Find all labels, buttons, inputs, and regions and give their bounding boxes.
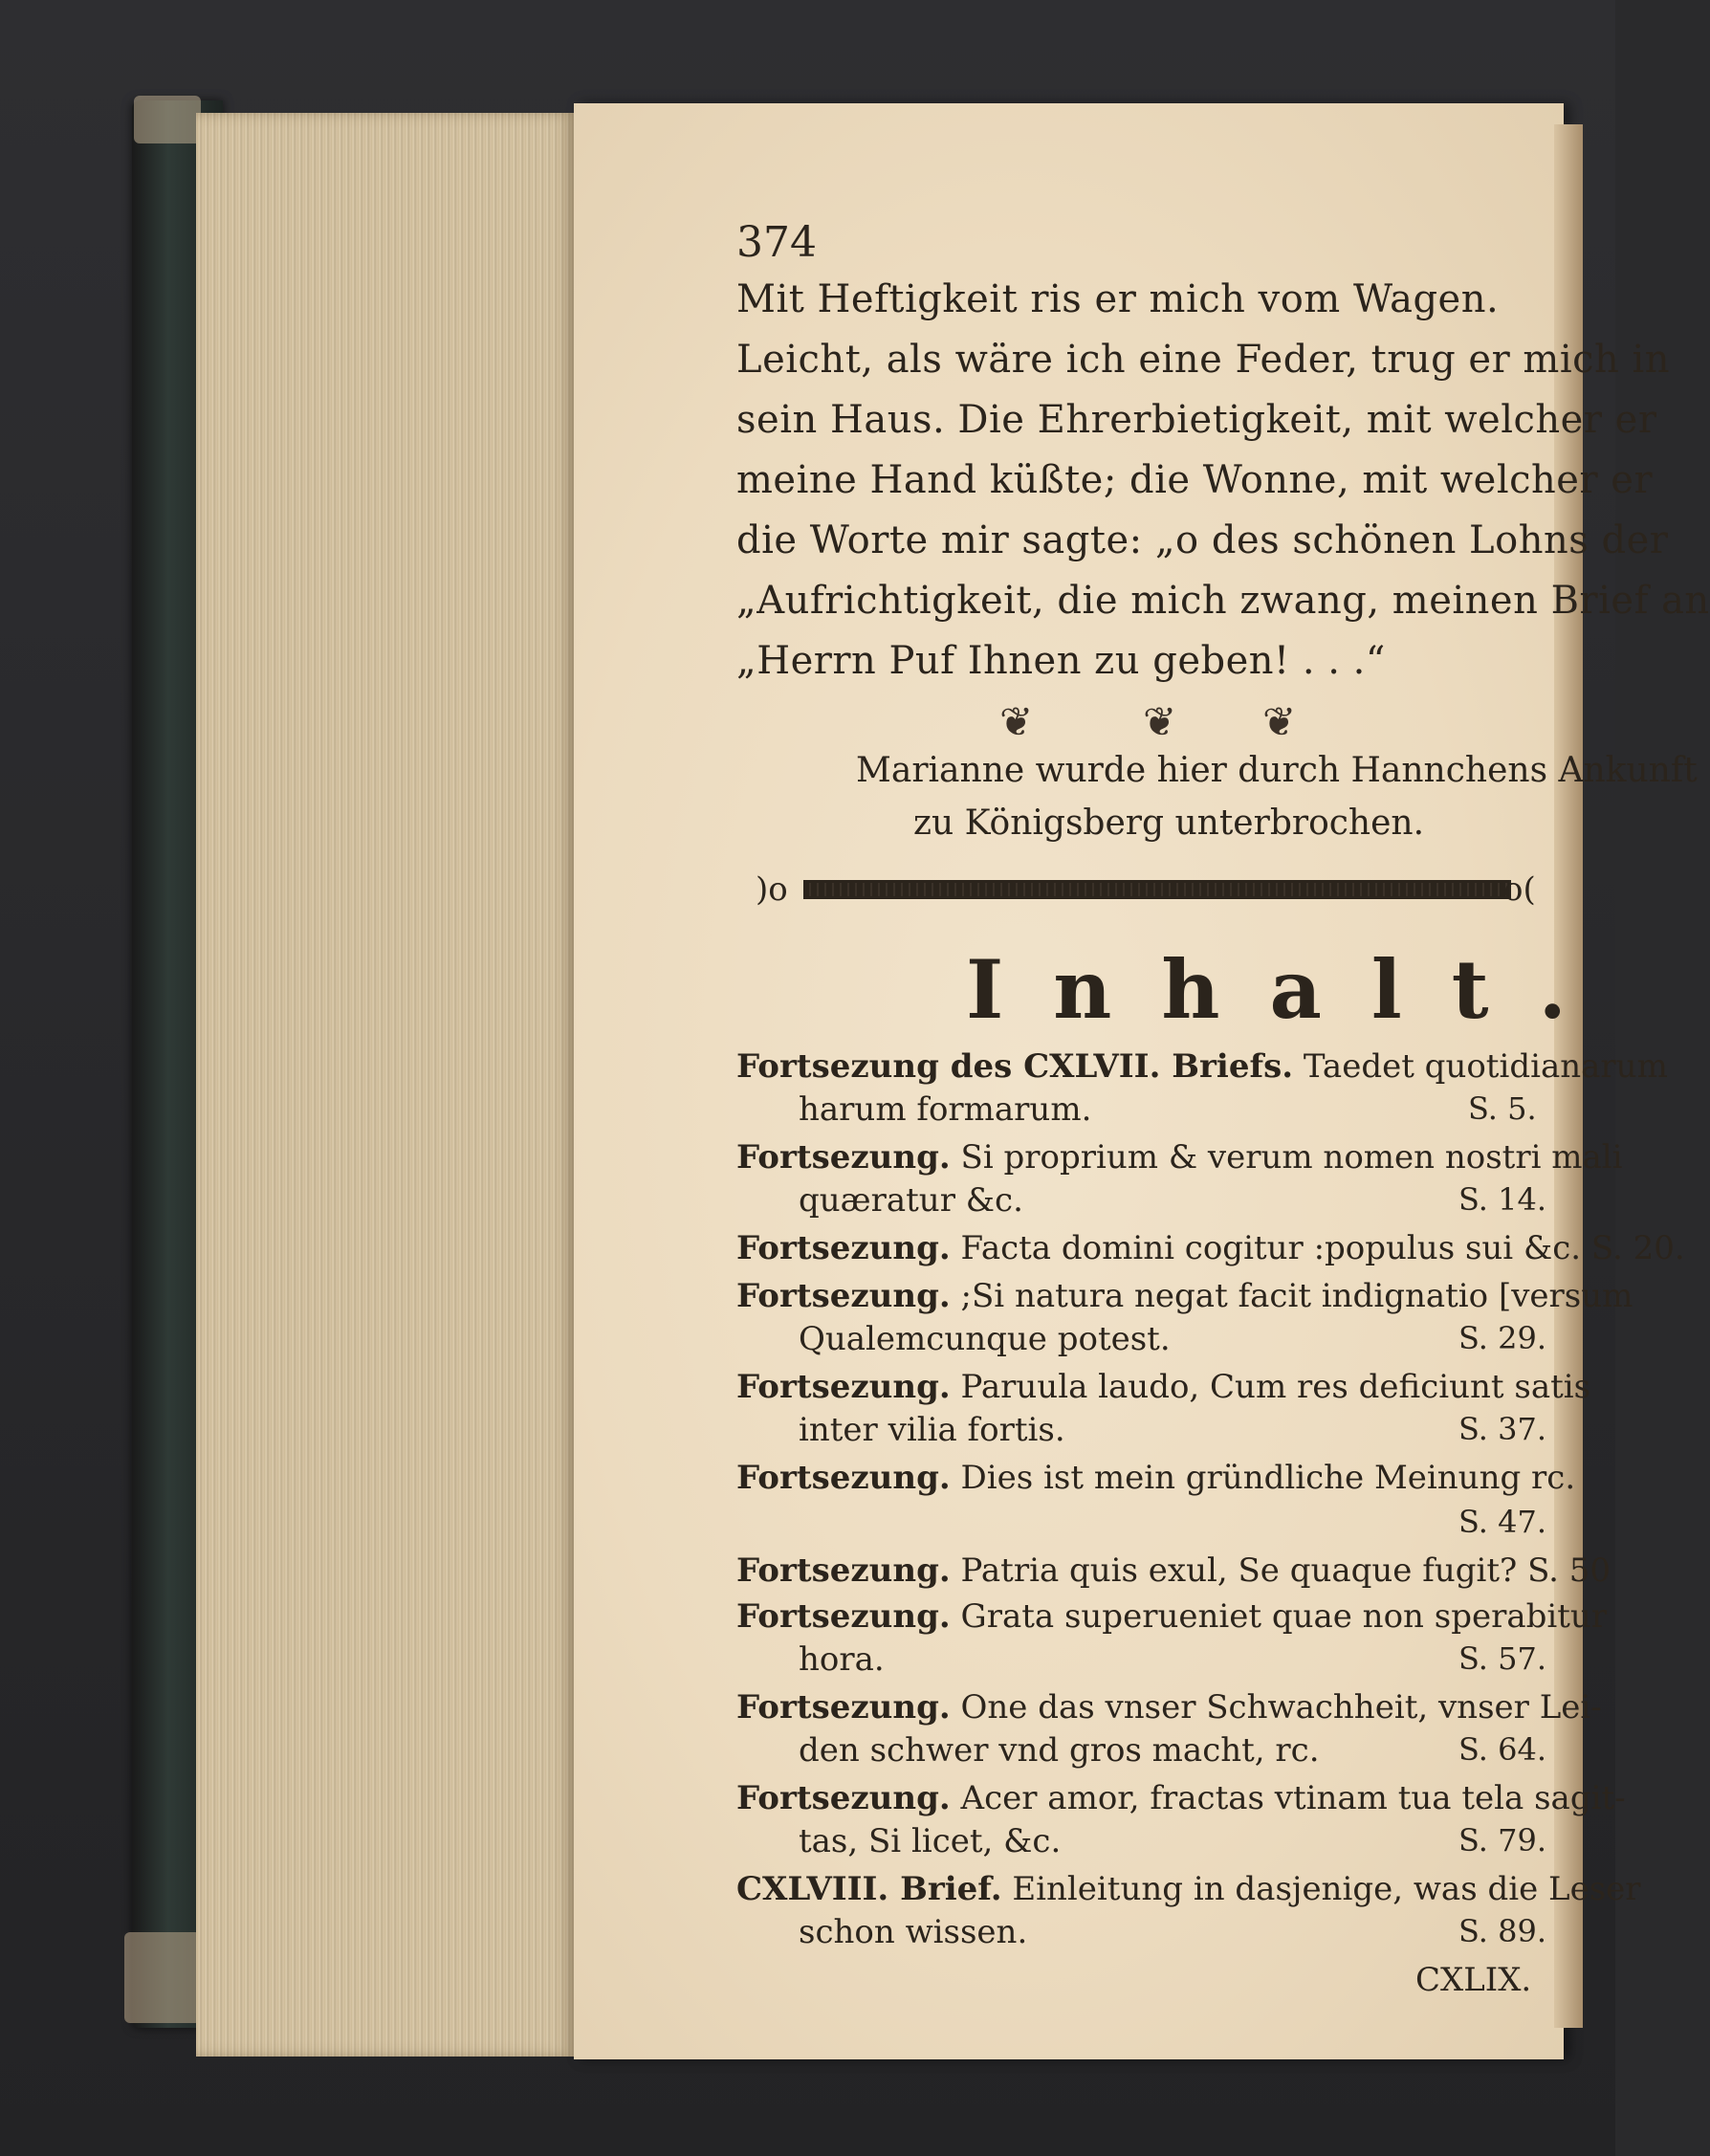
toc-entry xyxy=(736,1459,1575,1497)
body-line: Mit Heftigkeit ris er mich vom Wagen. xyxy=(736,277,1500,321)
toc-lead: Fortsezung. xyxy=(736,1551,951,1590)
toc-text: Grata superueniet quae non sperabitur xyxy=(960,1597,1608,1636)
toc-lead: Fortsezung. xyxy=(736,1597,951,1636)
toc-lead: Fortsezung. xyxy=(736,1688,951,1727)
toc-continuation: tas, Si licet, &c. xyxy=(799,1822,1062,1860)
toc-continuation: den schwer vnd gros macht, rc. xyxy=(799,1731,1320,1770)
toc-text: Acer amor, fractas vtinam tua tela sagit- xyxy=(960,1779,1626,1817)
toc-entry xyxy=(736,1047,1668,1086)
page-edges xyxy=(196,113,574,2057)
toc-page: S. 79. xyxy=(1458,1822,1547,1859)
cover-corner-bottom xyxy=(124,1932,201,2023)
toc-text: Paruula laudo, Cum res deficiunt satis xyxy=(960,1368,1591,1406)
toc-entry xyxy=(736,1368,1590,1406)
toc-page: S. 50 xyxy=(1527,1551,1611,1590)
toc-text: Dies ist mein gründliche Meinung rc. xyxy=(960,1459,1576,1497)
toc-lead: CXLVIII. Brief. xyxy=(736,1870,1002,1908)
toc-entry xyxy=(736,1277,1633,1315)
toc-text: Einleitung in dasjenige, was die Leser xyxy=(1012,1870,1641,1908)
toc-entry xyxy=(736,1229,1685,1267)
body-line: meine Hand küßte; die Wonne, mit welcher er xyxy=(736,458,1654,502)
note-line: zu Königsberg unterbrochen. xyxy=(913,803,1425,843)
body-line: die Worte mir sagte: „o des schönen Lohns der xyxy=(736,518,1669,562)
toc-text: One das vnser Schwachheit, vnser Lei- xyxy=(960,1688,1602,1727)
toc-page: S. 89. xyxy=(1458,1913,1547,1949)
toc-page: S. 37. xyxy=(1458,1411,1547,1447)
toc-lead: Fortsezung. xyxy=(736,1229,951,1267)
toc-entry xyxy=(736,1551,1611,1590)
toc-lead: Fortsezung. xyxy=(736,1138,951,1177)
catchword: CXLIX. xyxy=(1415,1961,1532,1999)
toc-entry xyxy=(736,1779,1626,1817)
rule-end-right: o( xyxy=(1503,870,1536,909)
body-line: Leicht, als wäre ich eine Feder, trug er mich in xyxy=(736,338,1671,382)
toc-page: S. 14. xyxy=(1458,1181,1547,1218)
cover-corner-top xyxy=(134,96,201,143)
toc-entry xyxy=(736,1688,1602,1727)
toc-page: S. 29. xyxy=(1458,1320,1547,1356)
body-line: sein Haus. Die Ehrerbietigkeit, mit welcher er xyxy=(736,398,1657,442)
fleuron-icon: ❦ xyxy=(1262,698,1297,745)
fleuron-icon: ❦ xyxy=(999,698,1034,745)
toc-lead: Fortsezung. xyxy=(736,1277,951,1315)
toc-continuation: schon wissen. xyxy=(799,1913,1028,1951)
toc-entry xyxy=(736,1870,1641,1908)
body-line: „Herrn Puf Ihnen zu geben! . . .“ xyxy=(736,639,1386,683)
toc-page: S. 20. xyxy=(1590,1229,1685,1267)
toc-page: S. 57. xyxy=(1458,1640,1547,1677)
note-line: Marianne wurde hier durch Hannchens Ankunft xyxy=(856,751,1698,790)
fleuron-icon: ❦ xyxy=(1143,698,1177,745)
toc-continuation: Qualemcunque potest. xyxy=(799,1320,1171,1358)
toc-text: Si proprium & verum nomen nostri mali xyxy=(960,1138,1623,1177)
toc-text: ;Si natura negat facit indignatio [versum xyxy=(960,1277,1633,1315)
page-number: 374 xyxy=(736,218,817,267)
rule-end-left: )o xyxy=(756,870,788,909)
body-line: „Aufrichtigkeit, die mich zwang, meinen Brief an xyxy=(736,579,1710,623)
toc-lead: Fortsezung. xyxy=(736,1368,951,1406)
toc-text: Taedet quotidianarum xyxy=(1303,1047,1668,1086)
toc-lead: Fortsezung. xyxy=(736,1779,951,1817)
toc-page: S. 47. xyxy=(1458,1504,1547,1540)
toc-lead: Fortsezung. xyxy=(736,1459,951,1497)
toc-continuation: quæratur &c. xyxy=(799,1181,1023,1220)
toc-text: Facta domini cogitur :populus sui &c. xyxy=(960,1229,1582,1267)
toc-text: Patria quis exul, Se quaque fugit? xyxy=(960,1551,1518,1590)
toc-continuation: harum formarum. xyxy=(799,1090,1092,1129)
toc-lead: Fortsezung des CXLVII. Briefs. xyxy=(736,1047,1294,1086)
contents-heading: Inhalt. xyxy=(966,942,1616,1037)
toc-entry xyxy=(736,1138,1623,1177)
toc-continuation: inter vilia fortis. xyxy=(799,1411,1065,1449)
toc-page: S. 5. xyxy=(1468,1090,1537,1127)
decorative-rule xyxy=(803,880,1511,899)
toc-entry xyxy=(736,1597,1607,1636)
toc-continuation: hora. xyxy=(799,1640,885,1679)
toc-page: S. 64. xyxy=(1458,1731,1547,1768)
